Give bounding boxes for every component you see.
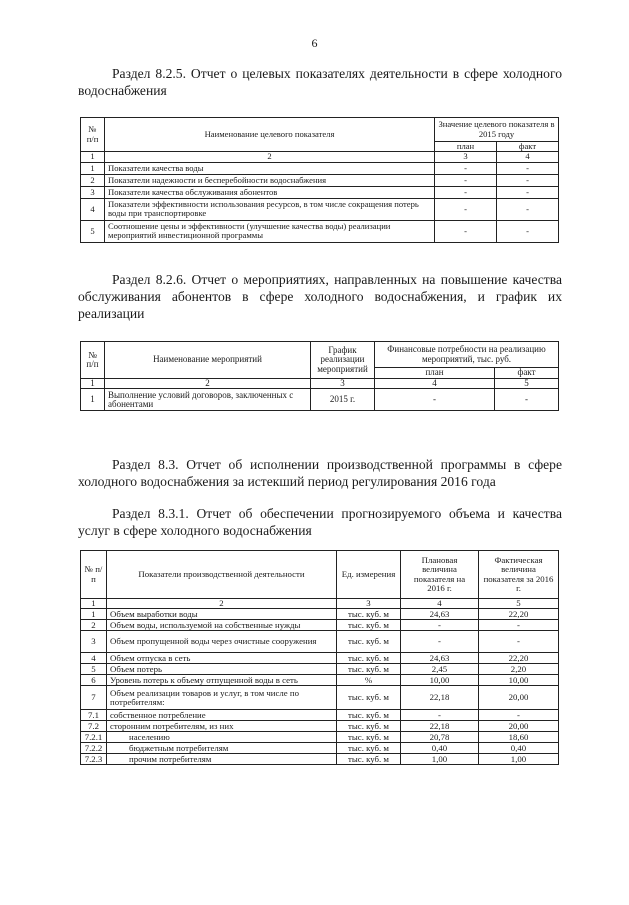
row-num: 7.2 <box>81 721 107 732</box>
header-name: Показатели производственной деятельности <box>107 551 337 599</box>
index-cell: 2 <box>105 379 311 389</box>
row-name: Показатели эффективности использования ресурсов, в том числе сокращения потерь воды при транспортировке <box>105 198 435 220</box>
row-num: 2 <box>81 174 105 186</box>
production-indicators-table <box>80 550 559 765</box>
row-plan: 22,18 <box>401 686 479 710</box>
row-plan: - <box>401 710 479 721</box>
index-cell: 2 <box>105 152 435 162</box>
header-plan: Плановая величина показателя на 2016 г. <box>401 551 479 599</box>
row-plan: 24,63 <box>401 609 479 620</box>
table-row <box>81 609 559 620</box>
row-unit: тыс. куб. м <box>337 732 401 743</box>
header-name: Наименование целевого показателя <box>105 118 435 152</box>
row-unit: тыс. куб. м <box>337 620 401 631</box>
table-row <box>81 664 559 675</box>
table-header-row <box>81 551 559 599</box>
row-fact: - <box>479 631 559 653</box>
header-name: Наименование мероприятий <box>105 342 311 379</box>
row-num: 5 <box>81 220 105 242</box>
service-measures-table <box>80 341 559 411</box>
row-plan: 10,00 <box>401 675 479 686</box>
row-unit: тыс. куб. м <box>337 631 401 653</box>
row-unit: тыс. куб. м <box>337 743 401 754</box>
row-num: 3 <box>81 186 105 198</box>
table-row <box>81 620 559 631</box>
index-cell: 3 <box>311 379 375 389</box>
row-unit: тыс. куб. м <box>337 664 401 675</box>
table-header-row <box>81 342 559 368</box>
row-name: Объем выработки воды <box>107 609 337 620</box>
row-num: 4 <box>81 198 105 220</box>
table-row <box>81 220 559 242</box>
row-num: 7.2.3 <box>81 754 107 765</box>
table-row <box>81 721 559 732</box>
row-name: Соотношение цены и эффективности (улучшение качества воды) реализации мероприятий инвестиционной программы <box>105 220 435 242</box>
section-831-heading: Раздел 8.3.1. Отчет об обеспечении прогнозируемого объема и качества услуг в сфере холодного водоснабжения <box>78 506 562 538</box>
row-fact: - <box>497 198 559 220</box>
row-name: Уровень потерь к объему отпущенной воды в сеть <box>107 675 337 686</box>
index-cell: 5 <box>495 379 559 389</box>
row-num: 1 <box>81 162 105 174</box>
table-index-row <box>81 599 559 609</box>
row-plan: - <box>435 162 497 174</box>
index-cell: 4 <box>401 599 479 609</box>
row-plan: 0,40 <box>401 743 479 754</box>
row-fact: - <box>497 162 559 174</box>
row-name: Показатели надежности и бесперебойности водоснабжения <box>105 174 435 186</box>
row-name: Показатели качества обслуживания абонентов <box>105 186 435 198</box>
row-plan: - <box>401 620 479 631</box>
table-row <box>81 186 559 198</box>
row-num: 1 <box>81 389 105 411</box>
row-unit: тыс. куб. м <box>337 653 401 664</box>
row-name: сторонним потребителям, из них <box>107 721 337 732</box>
row-plan: - <box>435 186 497 198</box>
table-row <box>81 710 559 721</box>
table-index-row <box>81 379 559 389</box>
row-fact: - <box>479 620 559 631</box>
index-cell: 2 <box>107 599 337 609</box>
row-name: Объем отпуска в сеть <box>107 653 337 664</box>
row-unit: тыс. куб. м <box>337 710 401 721</box>
row-plan: 1,00 <box>401 754 479 765</box>
row-fact: - <box>479 710 559 721</box>
section-826-heading: Раздел 8.2.6. Отчет о мероприятиях, направленных на повышение качества обслуживания абонентов в сфере холодного водоснабжения, и график их реализации <box>78 272 562 321</box>
row-name: Объем реализации товаров и услуг, в том числе по потребителям: <box>107 686 337 710</box>
header-finance-group: Финансовые потребности на реализацию мероприятий, тыс. руб. <box>375 342 559 368</box>
row-name: Показатели качества воды <box>105 162 435 174</box>
header-num: № п/п <box>81 551 107 599</box>
row-fact: 10,00 <box>479 675 559 686</box>
index-cell: 1 <box>81 599 107 609</box>
header-fact: Фактическая величина показателя за 2016 г. <box>479 551 559 599</box>
row-fact: 22,20 <box>479 653 559 664</box>
row-name: Объем потерь <box>107 664 337 675</box>
table-row <box>81 631 559 653</box>
row-fact: 22,20 <box>479 609 559 620</box>
row-fact: 2,20 <box>479 664 559 675</box>
section-825-heading: Раздел 8.2.5. Отчет о целевых показателях деятельности в сфере холодного водоснабжения <box>78 66 562 98</box>
row-fact: 1,00 <box>479 754 559 765</box>
index-cell: 3 <box>435 152 497 162</box>
table-row <box>81 754 559 765</box>
row-fact: - <box>497 174 559 186</box>
table-row <box>81 174 559 186</box>
table-row <box>81 686 559 710</box>
row-name: бюджетным потребителям <box>107 743 337 754</box>
row-unit: тыс. куб. м <box>337 754 401 765</box>
row-num: 3 <box>81 631 107 653</box>
table-row <box>81 653 559 664</box>
row-fact: 18,60 <box>479 732 559 743</box>
row-plan: - <box>435 220 497 242</box>
row-name: собственное потребление <box>107 710 337 721</box>
row-unit: % <box>337 675 401 686</box>
table-row <box>81 389 559 411</box>
row-num: 4 <box>81 653 107 664</box>
row-name: Объем воды, используемой на собственные нужды <box>107 620 337 631</box>
index-cell: 1 <box>81 379 105 389</box>
section-83-heading: Раздел 8.3. Отчет об исполнении производственной программы в сфере холодного водоснабжения за истекший период регулирования 2016 года <box>78 457 562 489</box>
header-plan: план <box>435 142 497 152</box>
row-schedule: 2015 г. <box>311 389 375 411</box>
header-unit: Ед. измерения <box>337 551 401 599</box>
row-plan: - <box>435 174 497 186</box>
row-num: 6 <box>81 675 107 686</box>
row-unit: тыс. куб. м <box>337 686 401 710</box>
row-fact: - <box>497 186 559 198</box>
index-cell: 3 <box>337 599 401 609</box>
table-header-row <box>81 118 559 142</box>
table-row <box>81 743 559 754</box>
header-fact: факт <box>495 368 559 379</box>
table-index-row <box>81 152 559 162</box>
row-name: прочим потребителям <box>107 754 337 765</box>
header-value-group: Значение целевого показателя в 2015 году <box>435 118 559 142</box>
page-number: 6 <box>311 36 318 50</box>
row-num: 1 <box>81 609 107 620</box>
row-num: 7.1 <box>81 710 107 721</box>
row-fact: - <box>495 389 559 411</box>
row-num: 2 <box>81 620 107 631</box>
header-schedule: График реализации мероприятий <box>311 342 375 379</box>
table-row <box>81 675 559 686</box>
row-fact: 20,00 <box>479 686 559 710</box>
row-plan: - <box>401 631 479 653</box>
header-fact: факт <box>497 142 559 152</box>
index-cell: 4 <box>375 379 495 389</box>
header-plan: план <box>375 368 495 379</box>
row-num: 7.2.2 <box>81 743 107 754</box>
index-cell: 1 <box>81 152 105 162</box>
row-num: 7 <box>81 686 107 710</box>
row-fact: 20,00 <box>479 721 559 732</box>
index-cell: 4 <box>497 152 559 162</box>
row-plan: 24,63 <box>401 653 479 664</box>
row-name: населению <box>107 732 337 743</box>
row-num: 7.2.1 <box>81 732 107 743</box>
row-plan: 20,78 <box>401 732 479 743</box>
row-fact: 0,40 <box>479 743 559 754</box>
row-fact: - <box>497 220 559 242</box>
row-name: Объем пропущенной воды через очистные сооружения <box>107 631 337 653</box>
row-num: 5 <box>81 664 107 675</box>
header-num: № п/п <box>81 118 105 152</box>
row-unit: тыс. куб. м <box>337 609 401 620</box>
table-row <box>81 198 559 220</box>
row-plan: - <box>435 198 497 220</box>
row-plan: - <box>375 389 495 411</box>
table-row <box>81 162 559 174</box>
table-row <box>81 732 559 743</box>
header-num: № п/п <box>81 342 105 379</box>
row-name: Выполнение условий договоров, заключенных с абонентами <box>105 389 311 411</box>
row-plan: 22,18 <box>401 721 479 732</box>
target-indicators-table <box>80 117 559 243</box>
index-cell: 5 <box>479 599 559 609</box>
row-plan: 2,45 <box>401 664 479 675</box>
row-unit: тыс. куб. м <box>337 721 401 732</box>
